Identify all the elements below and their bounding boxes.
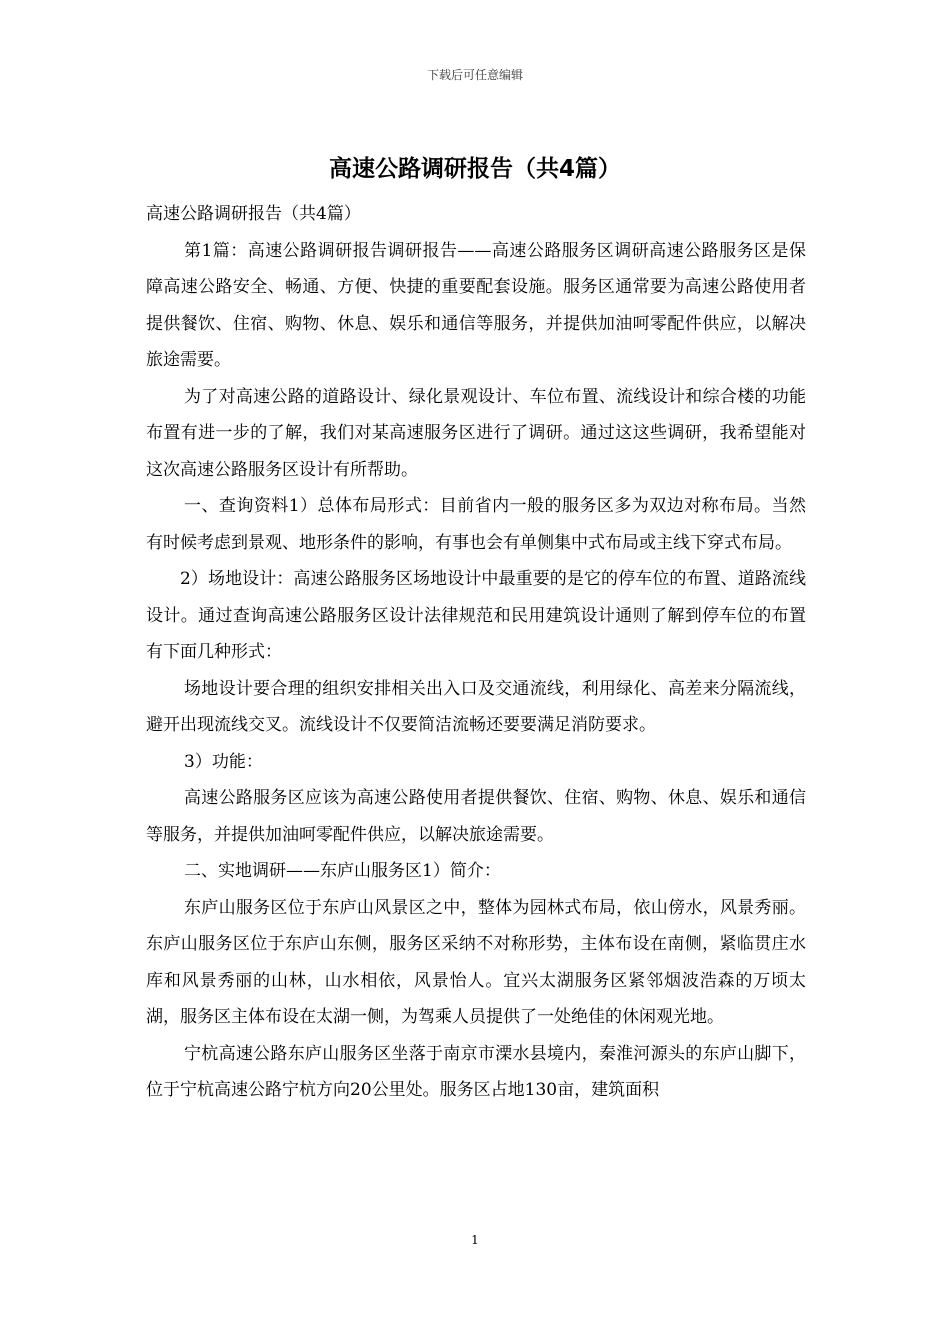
paragraph: 场地设计要合理的组织安排相关出入口及交通流线，利用绿化、高差来分隔流线，避开出现流线交叉。流线设计不仅要简洁流畅还要要满足消防要求。 [146,678,806,735]
paragraph: 第1篇：高速公路调研报告调研报告——高速公路服务区调研高速公路服务区是保障高速公路安全、畅通、方便、快捷的重要配套设施。服务区通常要为高速公路使用者提供餐饮、住宿、购物、休息、娱乐和通信等服务，并提供加油呵零配件供应，以解决旅途需要。 [146,240,806,370]
document-title: 高速公路调研报告（共4篇） [328,156,621,182]
paragraph: 2）场地设计：高速公路服务区场地设计中最重要的是它的停车位的布置、道路流线设计。通过查询高速公路服务区设计法律规范和民用建筑设计通则了解到停车位的布置有下面几种形式： [146,569,806,662]
subtitle-paragraph: 高速公路调研报告（共4篇） [146,204,361,224]
paragraph: 3）功能： [184,751,263,772]
paragraph: 宁杭高速公路东庐山服务区坐落于南京市溧水县境内，秦淮河源头的东庐山脚下，位于宁杭高速公路宁杭方向20公里处。服务区占地130亩，建筑面积 [146,1043,806,1100]
page-number: 1 [471,1233,479,1247]
paragraph: 为了对高速公路的道路设计、绿化景观设计、车位布置、流线设计和综合楼的功能布置有进一步的了解，我们对某高速服务区进行了调研。通过这这些调研，我希望能对这次高速公路服务区设计有所帮助。 [146,386,806,480]
document-body [146,196,806,1109]
paragraph: 高速公路服务区应该为高速公路使用者提供餐饮、住宿、购物、休息、娱乐和通信等服务，并提供加油呵零配件供应，以解决旅途需要。 [146,788,806,845]
paragraph: 一、查询资料1）总体布局形式：目前省内一般的服务区多为双边对称布局。当然有时候考虑到景观、地形条件的影响，有事也会有单侧集中式布局或主线下穿式布局。 [146,496,806,553]
paragraph: 二、实地调研——东庐山服务区1）简介： [184,861,501,881]
page-header: 下载后可任意编辑 [426,68,523,82]
paragraph: 东庐山服务区位于东庐山风景区之中，整体为园林式布局，依山傍水，风景秀丽。东庐山服务区位于东庐山东侧，服务区采纳不对称形势，主体布设在南侧，紧临贯庄水库和风景秀丽的山林，山水相依，风景怡人。宜兴太湖服务区紧邻烟波浩森的万顷太湖，服务区主体布设在太湖一侧，为驾乘人员提供了一处绝佳的休闲观光地。 [146,897,806,1027]
